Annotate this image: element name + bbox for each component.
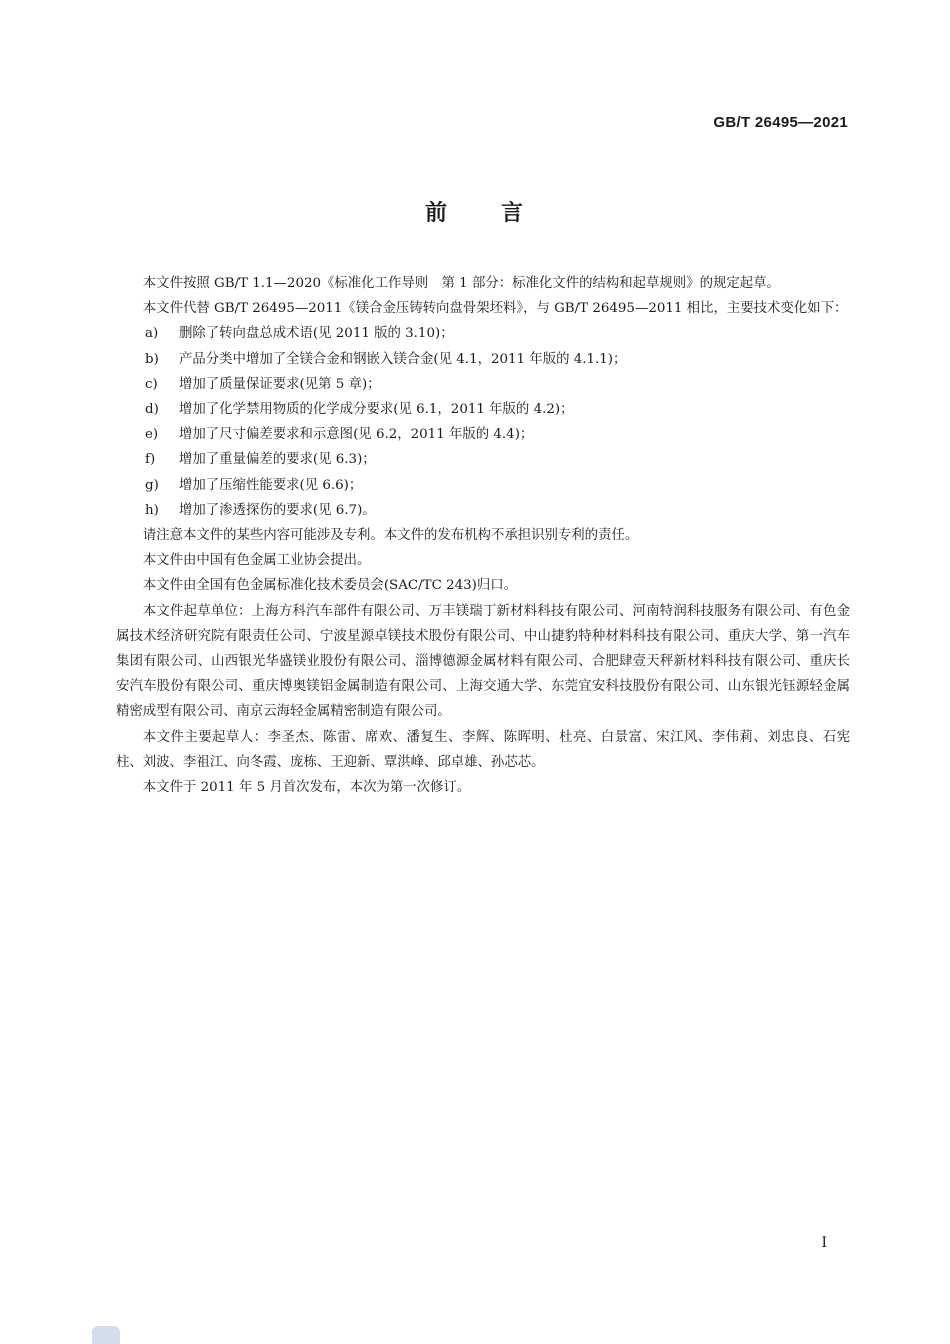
list-marker: h) <box>145 502 159 518</box>
paragraph-patent-notice: 请注意本文件的某些内容可能涉及专利。本文件的发布机构不承担识别专利的责任。 <box>142 528 639 544</box>
foreword-body <box>116 271 850 800</box>
list-item <box>116 422 850 447</box>
list-marker: b) <box>145 351 159 367</box>
list-text: 增加了化学禁用物质的化学成分要求(见 6.1，2011 年版的 4.2)； <box>179 402 574 418</box>
paragraph-committee: 本文件由全国有色金属标准化技术委员会(SAC/TC 243)归口。 <box>142 578 518 594</box>
title-char-2: 言 <box>501 201 526 226</box>
list-marker: d) <box>145 402 159 418</box>
list-item <box>116 321 850 346</box>
list-marker: e) <box>145 427 159 443</box>
paragraph-history: 本文件于 2011 年 5 月首次发布，本次为第一次修订。 <box>142 780 471 796</box>
list-marker: c) <box>145 376 158 392</box>
list-text: 增加了压缩性能要求(见 6.6)； <box>179 477 363 493</box>
list-text: 产品分类中增加了全镁合金和钢嵌入镁合金(见 4.1，2011 年版的 4.1.1)； <box>179 351 627 367</box>
list-text: 删除了转向盘总成术语(见 2011 版的 3.10)； <box>179 326 454 342</box>
standard-number: GB/T 26495—2021 <box>713 114 848 131</box>
list-marker: a) <box>145 326 159 342</box>
list-item <box>116 447 850 472</box>
page-number: I <box>821 1235 827 1251</box>
list-item <box>116 372 850 397</box>
paragraph-replacement: 本文件代替 GB/T 26495—2011《镁合金压铸转向盘骨架坯料》，与 GB/T 26495—2011 相比，主要技术变化如下： <box>142 301 848 317</box>
paragraph-proposer: 本文件由中国有色金属工业协会提出。 <box>142 553 371 569</box>
paragraph-drafting-units: 本文件起草单位：上海方科汽车部件有限公司、万丰镁瑞丁新材料科技有限公司、河南特润科技服务有限公司、有色金属技术经济研究院有限责任公司、宁波星源卓镁技术股份有限公司、中山捷豹特种材料科技有限公司、重庆大学、第一汽车集团有限公司、山西银光华盛镁业股份有限公司、淄博德源金属材料有限公司、合肥肆壹天秤新材料科技有限公司、重庆长安汽车股份有限公司、重庆博奥镁铝金属制造有限公司、上海交通大学、东莞宜安科技股份有限公司、山东银光钰源轻金属精密成型有限公司、南京云海轻金属精密制造有限公司。 <box>116 603 850 720</box>
list-item <box>116 347 850 372</box>
title-char-1: 前 <box>424 201 449 226</box>
list-text: 增加了质量保证要求(见第 5 章)； <box>179 376 381 392</box>
list-text: 增加了尺寸偏差要求和示意图(见 6.2，2011 年版的 4.4)； <box>179 427 534 443</box>
list-text: 增加了渗透探伤的要求(见 6.7)。 <box>179 502 376 518</box>
list-item <box>116 498 850 523</box>
list-item <box>116 473 850 498</box>
list-item <box>116 397 850 422</box>
list-text: 增加了重量偏差的要求(见 6.3)； <box>179 452 376 468</box>
publisher-logo-icon <box>92 1326 120 1344</box>
list-marker: f) <box>145 452 156 468</box>
paragraph-drafters: 本文件主要起草人：李圣杰、陈雷、席欢、潘复生、李辉、陈晖明、杜亮、白景富、宋江风、李伟莉、刘忠良、石宪柱、刘波、李祖江、向冬霞、庞栋、王迎新、覃洪峰、邱卓雄、孙芯芯。 <box>116 729 850 770</box>
page-title <box>0 196 950 227</box>
paragraph-drafting-rules: 本文件按照 GB/T 1.1—2020《标准化工作导则 第 1 部分：标准化文件的结构和起草规则》的规定起草。 <box>142 276 780 291</box>
list-marker: g) <box>145 477 159 493</box>
